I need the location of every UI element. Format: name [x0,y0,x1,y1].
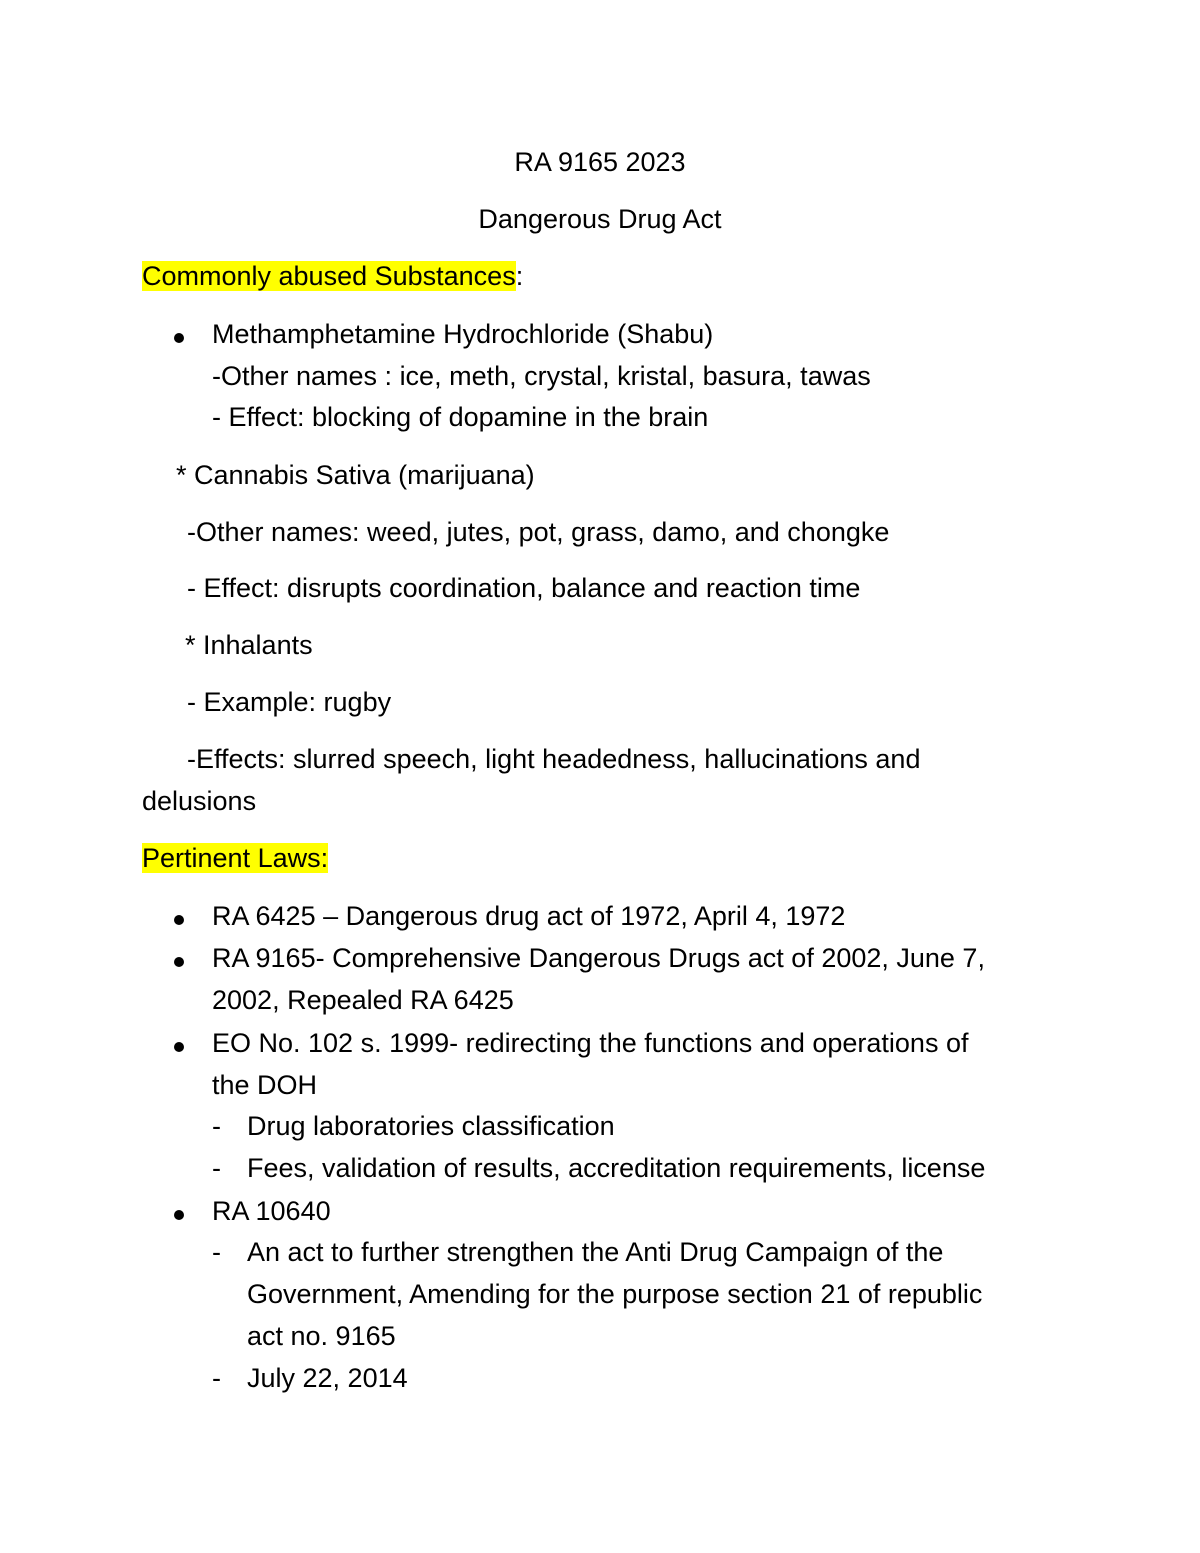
substance-inhalants-effects-cont: delusions [142,786,257,816]
bullet-icon [174,1042,184,1052]
law-ra10640-sub-item-cont: Government, Amending for the purpose section 21 of republic [247,1279,983,1309]
substance-meth-effect: - Effect: blocking of dopamine in the brain [212,402,709,432]
substance-meth-name: Methamphetamine Hydrochloride (Shabu) [212,319,714,349]
law-ra9165: RA 9165- Comprehensive Dangerous Drugs act of 2002, June 7, [212,943,985,973]
highlighted-heading-text: Commonly abused Substances [142,261,516,291]
law-ra10640-date: July 22, 2014 [247,1363,408,1393]
section-heading-laws [142,842,328,874]
law-eo102: EO No. 102 s. 1999- redirecting the functions and operations of [212,1028,969,1058]
law-eo102-sub-item: Drug laboratories classification [247,1111,615,1141]
substance-inhalants-example: - Example: rugby [187,687,392,717]
dash-icon: - [212,1111,221,1141]
bullet-icon [174,333,184,343]
bullet-icon [174,1210,184,1220]
law-ra9165-cont: 2002, Repealed RA 6425 [212,985,514,1015]
substance-inhalants-effects: -Effects: slurred speech, light headedness, hallucinations and [187,744,921,774]
dash-icon: - [212,1363,221,1393]
law-ra10640: RA 10640 [212,1196,331,1226]
law-eo102-sub-item: Fees, validation of results, accreditation requirements, license [247,1153,986,1183]
bullet-icon [174,957,184,967]
section-heading-substances [142,260,523,292]
law-ra10640-sub-item: An act to further strengthen the Anti Drug Campaign of the [247,1237,944,1267]
substance-meth-other-names: -Other names : ice, meth, crystal, kristal, basura, tawas [212,361,871,391]
document-subtitle: Dangerous Drug Act [478,204,722,234]
document-title: RA 9165 2023 [514,147,686,177]
heading-colon: : [515,261,524,291]
substance-cannabis-effect: - Effect: disrupts coordination, balance and reaction time [187,573,861,603]
substance-inhalants-name: * Inhalants [185,630,313,660]
dash-icon: - [212,1237,221,1267]
substance-cannabis-other-names: -Other names: weed, jutes, pot, grass, damo, and chongke [187,517,890,547]
bullet-icon [174,915,184,925]
dash-icon: - [212,1153,221,1183]
law-ra6425: RA 6425 – Dangerous drug act of 1972, April 4, 1972 [212,901,846,931]
highlighted-heading-text: Pertinent Laws: [142,843,329,873]
law-ra10640-sub-item-cont: act no. 9165 [247,1321,396,1351]
law-eo102-cont: the DOH [212,1070,318,1100]
substance-cannabis-name: * Cannabis Sativa (marijuana) [176,460,535,490]
